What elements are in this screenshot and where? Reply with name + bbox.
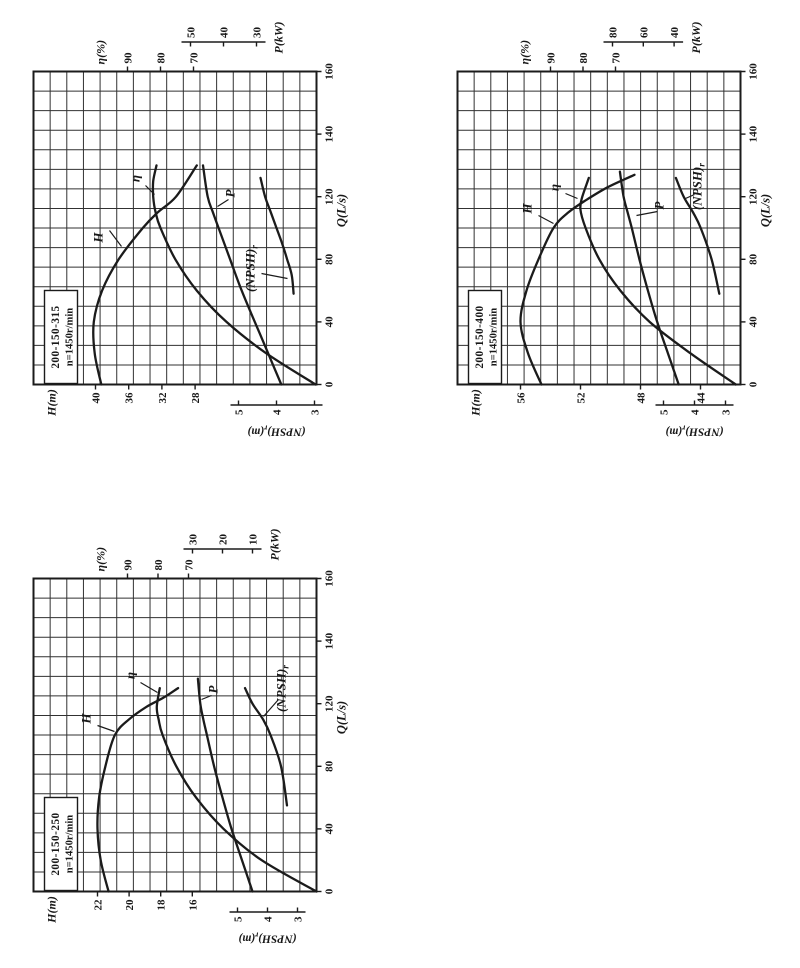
curve-leader-eta: [566, 194, 578, 199]
p-axis-label: 80: [607, 27, 620, 38]
eta-axis-title: η(%): [517, 39, 532, 65]
q-axis-label: 80: [323, 760, 336, 772]
q-axis-label: 40: [323, 316, 336, 328]
h-axis-label: 18: [155, 899, 168, 911]
eta-axis-label: 70: [610, 52, 623, 64]
curve-p: [620, 172, 679, 385]
curve-p: [198, 679, 253, 892]
curve-label-npsh: $(NPSH)_r$: [273, 664, 292, 713]
h-axis-label: 28: [190, 392, 203, 404]
curve-label-p: P: [651, 201, 667, 210]
npsh-axis-label: 5: [232, 916, 245, 922]
npsh-axis-label: 3: [309, 409, 322, 415]
curve-leader-p: [637, 212, 658, 216]
q-axis-label: 0: [747, 381, 760, 388]
eta-axis-title: η(%): [93, 546, 108, 572]
q-axis-label: 120: [323, 188, 336, 205]
h-axis-label: 44: [695, 392, 708, 404]
q-axis-label: 140: [323, 632, 336, 650]
curve-label-h: H: [519, 203, 535, 214]
curve-h: [520, 175, 634, 385]
q-axis-label: 0: [323, 381, 336, 388]
curve-label-eta: η: [127, 174, 143, 183]
q-axis-title: Q(L/s): [758, 193, 773, 228]
p-axis-label: 10: [247, 534, 260, 545]
npsh-axis-label: 3: [292, 916, 305, 922]
curve-label-eta: η: [122, 671, 138, 680]
curve-leader-h: [110, 231, 122, 247]
npsh-axis-title: $(NPSH)_r(m)$: [238, 930, 297, 945]
q-axis-label: 140: [747, 125, 760, 143]
curve-label-p: P: [222, 189, 238, 198]
h-axis-label: 48: [635, 392, 648, 404]
speed-label: n=1450r/min: [488, 307, 500, 367]
curve-label-eta: η: [546, 183, 562, 192]
eta-axis-label: 70: [183, 559, 196, 571]
chart-svg-200-150-250: [14, 517, 354, 952]
q-axis-label: 120: [323, 695, 336, 712]
h-axis-title: H(m): [44, 389, 59, 416]
model-label: 200-150-315: [50, 305, 62, 369]
p-axis-title: P(kW): [689, 21, 704, 54]
curve-label-h: H: [90, 232, 106, 243]
h-axis-label: 16: [187, 899, 200, 911]
pump-curve-chart-200-150-315: [14, 10, 354, 445]
h-axis-label: 20: [124, 899, 137, 911]
npsh-axis-label: 4: [271, 409, 284, 415]
p-axis-title: P(kW): [267, 528, 282, 561]
eta-axis-label: 80: [153, 559, 165, 571]
npsh-axis-title: $(NPSH)_r(m)$: [665, 423, 724, 438]
eta-axis-label: 70: [188, 52, 201, 64]
pump-curve-chart-200-150-400: [438, 10, 778, 445]
h-axis-label: 22: [92, 899, 105, 911]
p-axis-label: 40: [218, 27, 231, 38]
model-label: 200-150-250: [50, 812, 62, 876]
npsh-axis-label: 3: [720, 409, 733, 415]
curve-label-p: P: [205, 685, 221, 694]
p-axis-label: 50: [185, 27, 198, 38]
p-axis-label: 60: [638, 27, 651, 38]
q-axis-label: 140: [323, 125, 336, 143]
p-axis-label: 30: [251, 27, 264, 38]
chart-svg-200-150-400: [438, 10, 778, 445]
q-axis-label: 120: [747, 188, 760, 205]
curve-h: [97, 688, 178, 891]
curve-h: [90, 165, 197, 384]
p-axis-label: 20: [217, 534, 230, 545]
q-axis-label: 160: [323, 63, 336, 80]
npsh-axis-label: 5: [233, 409, 246, 415]
h-axis-label: 40: [90, 392, 103, 404]
q-axis-label: 80: [323, 253, 336, 265]
q-axis-label: 0: [323, 888, 336, 895]
curve-label-h: H: [78, 713, 94, 724]
curve-label-npsh: $(NPSH)_r$: [689, 162, 708, 211]
h-axis-label: 56: [515, 392, 528, 404]
eta-axis-label: 90: [545, 52, 558, 64]
curve-leader-eta: [141, 683, 158, 693]
q-axis-label: 160: [747, 63, 760, 80]
p-axis-title: P(kW): [271, 21, 286, 54]
q-axis-label: 80: [747, 253, 760, 265]
speed-label: n=1450r/min: [64, 814, 76, 874]
curve-leader-p: [218, 200, 229, 207]
h-axis-label: 36: [123, 392, 136, 404]
q-axis-title: Q(L/s): [334, 193, 349, 228]
curve-eta: [157, 688, 317, 891]
eta-axis-label: 90: [122, 559, 135, 571]
npsh-axis-label: 4: [689, 409, 702, 415]
q-axis-label: 160: [323, 570, 336, 587]
speed-label: n=1450r/min: [64, 307, 76, 367]
h-axis-label: 32: [156, 392, 169, 404]
q-axis-label: 40: [747, 316, 760, 328]
q-axis-title: Q(L/s): [334, 700, 349, 735]
h-axis-title: H(m): [44, 896, 59, 923]
eta-axis-label: 90: [122, 52, 135, 64]
eta-axis-label: 80: [155, 52, 168, 64]
npsh-axis-label: 4: [262, 916, 275, 922]
h-axis-title: H(m): [468, 389, 483, 416]
curve-label-npsh: $(NPSH)_r$: [242, 244, 261, 293]
p-axis-label: 40: [669, 27, 682, 38]
model-label: 200-150-400: [474, 305, 486, 369]
eta-axis-title: η(%): [93, 39, 108, 65]
p-axis-label: 30: [187, 534, 200, 545]
pump-curve-chart-200-150-250: [14, 517, 354, 952]
npsh-axis-title: $(NPSH)_r(m)$: [247, 423, 306, 438]
npsh-axis-label: 5: [658, 409, 671, 415]
chart-svg-200-150-315: [14, 10, 354, 445]
eta-axis-label: 80: [578, 52, 590, 64]
h-axis-label: 52: [575, 392, 588, 404]
q-axis-label: 40: [323, 823, 336, 835]
